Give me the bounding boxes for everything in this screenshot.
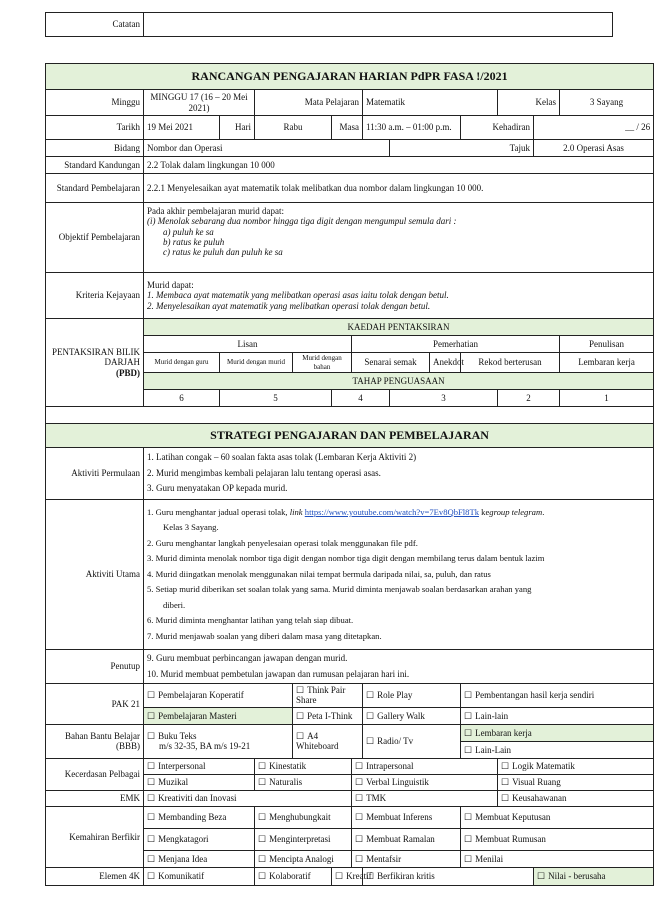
utama-1b: Kelas 3 Sayang.: [163, 522, 219, 533]
kriteria-intro: Murid dapat:: [147, 279, 194, 290]
tahap-3[interactable]: 3: [390, 390, 498, 407]
anekdot: Anekdot: [430, 353, 461, 373]
pemerhatian-header: Pemerhatian: [352, 336, 560, 353]
kp-naturalis[interactable]: ☐ Naturalis: [255, 774, 352, 790]
tajuk-label: Tajuk: [390, 140, 534, 157]
mapel-label: Mata Pelajaran: [255, 90, 363, 116]
utama-3: 3. Murid diminta menolak nombor tiga digit dengan nombor tiga digit dengan membilang terus dalam bentuk lazim: [147, 553, 545, 564]
strategi-title: STRATEGI PENGAJARAN DAN PEMBELAJARAN: [46, 424, 654, 448]
utama-1-text: 1. Guru menghantar jadual operasi tolak,: [147, 506, 288, 517]
lembaran-kerja: Lembaran kerja: [560, 353, 654, 373]
rph-table: [45, 63, 654, 886]
tahap-header: TAHAP PENGUASAAN: [144, 373, 654, 390]
catatan-table: [45, 12, 613, 37]
bbb-buku-teks-label: ☐ Buku Teks: [147, 731, 289, 741]
kb-mentafsir[interactable]: ☐ Mentafsir: [352, 850, 461, 867]
tarikh-label: Tarikh: [46, 116, 144, 140]
kb-analogi[interactable]: ☐ Mencipta Analogi: [255, 850, 352, 867]
kehadiran-value: __ / 26: [534, 116, 654, 140]
pak21-masteri[interactable]: ☐ Pembelajaran Masteri: [144, 707, 293, 724]
permulaan-1: 1. Latihan congak – 60 soalan fakta asas tolak (Lembaran Kerja Aktiviti 2): [147, 451, 417, 462]
hari-value: Rabu: [255, 116, 332, 140]
penutup-content: [144, 650, 654, 684]
youtube-link[interactable]: https://www.youtube.com/watch?v=7Ev8QbFl8Tk: [304, 506, 479, 517]
murid-murid: Murid dengan murid: [220, 353, 293, 373]
kaedah-header: KAEDAH PENTAKSIRAN: [144, 319, 654, 336]
kelas-label: Kelas: [498, 90, 560, 116]
utama-7: 7. Murid menjawab soalan yang diberi dalam masa yang ditetapkan.: [147, 630, 382, 641]
utama-2: 2. Guru menghantar langkah penyelesaian operasi tolak menggunakan file pdf.: [147, 537, 418, 548]
kp-muzikal[interactable]: ☐ Muzikal: [144, 774, 255, 790]
bbb-label: Bahan Bantu Belajar (BBB): [46, 724, 144, 758]
murid-guru: Murid dengan guru: [144, 353, 220, 373]
pbd-label: [46, 319, 144, 407]
objektif-intro: Pada akhir pembelajaran murid dapat:: [147, 206, 284, 216]
kriteria-label: Kriteria Kejayaan: [46, 273, 144, 319]
pak21-peta-ithink[interactable]: ☐ Peta I-Think: [293, 707, 363, 724]
e4k-kreatif[interactable]: ☐ Kreatif: [332, 867, 363, 885]
kb-menilai[interactable]: ☐ Menilai: [461, 850, 654, 867]
permulaan-2: 2. Murid mengimbas kembali pelajaran lalu tentang operasi asas.: [147, 467, 381, 478]
kehadiran-label: Kehadiran: [461, 116, 534, 140]
objektif-a: a) puluh ke sa: [163, 226, 214, 237]
tahap-4[interactable]: 4: [332, 390, 390, 407]
kriteria-content: [144, 273, 654, 319]
catatan-value[interactable]: [144, 13, 613, 37]
sk-value: 2.2 Tolak dalam lingkungan 10 000: [144, 157, 654, 174]
objektif-c: c) ratus ke puluh dan puluh ke sa: [163, 247, 283, 258]
emk-keusahawanan[interactable]: ☐ Keusahawanan: [498, 790, 654, 806]
minggu-label: Minggu: [46, 90, 144, 116]
kriteria-1: 1. Membaca ayat matematik yang melibatkan operasi asas iaitu tolak dengan betul.: [147, 290, 449, 301]
e4k-kritis[interactable]: ☐ Berfikiran kritis: [363, 867, 534, 885]
permulaan-content: [144, 448, 654, 500]
catatan-label: Catatan: [46, 13, 144, 37]
pak21-lain[interactable]: ☐ Lain-lain: [461, 707, 654, 724]
tahap-1[interactable]: 1: [560, 390, 654, 407]
spacer-row: [46, 407, 654, 424]
tahap-5[interactable]: 5: [220, 390, 332, 407]
kp-intrapersonal[interactable]: ☐ Intrapersonal: [352, 758, 498, 774]
pak21-gallery-walk[interactable]: ☐ Gallery Walk: [363, 707, 461, 724]
murid-bahan: Murid dengan bahan: [293, 353, 352, 373]
utama-1-ke: ke: [481, 506, 490, 517]
emk-kreativiti[interactable]: ☐ Kreativiti dan Inovasi: [144, 790, 352, 806]
emk-tmk[interactable]: ☐ TMK: [352, 790, 498, 806]
objektif-main: (i) Menolak sebarang dua nombor hingga tiga digit dengan mengumpul semula dari :: [147, 216, 457, 227]
kb-mengkatagori[interactable]: ☐ Mengkatagori: [144, 828, 255, 850]
kb-rumusan[interactable]: ☐ Membuat Rumusan: [461, 828, 654, 850]
utama-6: 6. Murid diminta menghantar latihan yang telah siap dibuat.: [147, 615, 354, 626]
bidang-label: Bidang: [46, 140, 144, 157]
utama-1-group: group telegram: [489, 506, 543, 517]
kp-label: Kecerdasan Pelbagai: [46, 758, 144, 790]
e4k-label: Elemen 4K: [46, 867, 144, 885]
kelas-value: 3 Sayang: [560, 90, 654, 116]
rekod-berterusan: Rekod berterusan: [461, 353, 560, 373]
tajuk-value: 2.0 Operasi Asas: [534, 140, 654, 157]
kp-verbal[interactable]: ☐ Verbal Linguistik: [352, 774, 498, 790]
masa-value: 11:30 a.m. – 01:00 p.m.: [363, 116, 461, 140]
pbd-label-text: PENTAKSIRAN BILIK DARJAH: [51, 346, 140, 368]
senarai-semak: Senarai semak: [352, 353, 430, 373]
bbb-buku-teks-pages: m/s 32-35, BA m/s 19-21: [159, 741, 251, 752]
minggu-value: MINGGU 17 (16 – 20 Mei 2021): [144, 90, 255, 116]
bbb-a4-whiteboard[interactable]: ☐ A4 Whiteboard: [293, 724, 363, 758]
kp-kinestatik[interactable]: ☐ Kinestatik: [255, 758, 352, 774]
pak21-pembentangan[interactable]: ☐ Pembentangan hasil kerja sendiri: [461, 684, 654, 708]
utama-label: Aktiviti Utama: [46, 500, 144, 650]
kb-menginterpretasi[interactable]: ☐ Menginterpretasi: [255, 828, 352, 850]
penutup-10: 10. Murid membuat pembetulan jawapan dan rumusan pelajaran hari ini.: [147, 668, 410, 679]
bbb-radio-tv[interactable]: ☐ Radio/ Tv: [363, 724, 461, 758]
permulaan-label: Aktiviti Permulaan: [46, 448, 144, 500]
bbb-lain[interactable]: ☐ Lain-Lain: [461, 741, 654, 758]
kb-inferens[interactable]: ☐ Membuat Inferens: [352, 806, 461, 828]
pak21-koperatif[interactable]: ☐ Pembelajaran Koperatif: [144, 684, 293, 708]
page-title: RANCANGAN PENGAJARAN HARIAN PdPR FASA !/2021: [46, 64, 654, 90]
bidang-value: Nombor dan Operasi: [144, 140, 390, 157]
utama-1-period: .: [542, 506, 545, 517]
sk-label: Standard Kandungan: [46, 157, 144, 174]
pbd-label-code: (PBD): [116, 367, 140, 378]
sp-value: 2.2.1 Menyelesaikan ayat matematik tolak melibatkan dua nombor dalam lingkungan 10 000.: [144, 174, 654, 203]
kb-label: Kemahiran Berfikir: [46, 806, 144, 867]
mapel-value: Matematik: [363, 90, 498, 116]
kp-visual[interactable]: ☐ Visual Ruang: [498, 774, 654, 790]
objektif-label: Objektif Pembelajaran: [46, 203, 144, 273]
utama-5: 5. Setiap murid diberikan set soalan tolak yang sama. Murid diminta menjawab soalan berdasarkan arahan yang: [147, 584, 532, 595]
penutup-9: 9. Guru membuat perbincangan jawapan dengan murid.: [147, 653, 348, 664]
e4k-kolaboratif[interactable]: ☐ Kolaboratif: [255, 867, 332, 885]
tahap-6[interactable]: 6: [144, 390, 220, 407]
kp-logik[interactable]: ☐ Logik Matematik: [498, 758, 654, 774]
e4k-nilai[interactable]: ☐ Nilai - berusaha: [534, 867, 654, 885]
objektif-b: b) ratus ke puluh: [163, 237, 225, 248]
kb-membanding[interactable]: ☐ Membanding Beza: [144, 806, 255, 828]
bbb-buku-teks[interactable]: [144, 724, 293, 758]
kb-ramalan[interactable]: ☐ Membuat Ramalan: [352, 828, 461, 850]
utama-1-link-word: link: [289, 506, 303, 517]
pak21-role-play[interactable]: ☐ Role Play: [363, 684, 461, 708]
bbb-lembaran-kerja[interactable]: ☐ Lembaran kerja: [461, 724, 654, 741]
kriteria-2: 2. Menyelesaikan ayat matematik yang melibatkan operasi tolak dengan betul.: [147, 300, 431, 311]
utama-5b: diberi.: [163, 599, 186, 610]
utama-content: [144, 500, 654, 650]
emk-label: EMK: [46, 790, 144, 806]
kp-interpersonal[interactable]: ☐ Interpersonal: [144, 758, 255, 774]
utama-1: [147, 505, 650, 520]
lisan-header: Lisan: [144, 336, 352, 353]
permulaan-3: 3. Guru menyatakan OP kepada murid.: [147, 483, 288, 494]
masa-label: Masa: [332, 116, 363, 140]
pak21-think-pair[interactable]: ☐ Think Pair Share: [293, 684, 363, 708]
tarikh-value: 19 Mei 2021: [144, 116, 220, 140]
objektif-content: [144, 203, 654, 273]
penutup-label: Penutup: [46, 650, 144, 684]
sp-label: Standard Pembelajaran: [46, 174, 144, 203]
pak21-label: PAK 21: [46, 684, 144, 725]
kb-keputusan[interactable]: ☐ Membuat Keputusan: [461, 806, 654, 828]
penulisan-header: Penulisan: [560, 336, 654, 353]
e4k-komunikatif[interactable]: ☐ Komunikatif: [144, 867, 255, 885]
kb-menghubungkait[interactable]: ☐ Menghubungkait: [255, 806, 352, 828]
kb-menjana-idea[interactable]: ☐ Menjana Idea: [144, 850, 255, 867]
hari-label: Hari: [220, 116, 255, 140]
tahap-2[interactable]: 2: [498, 390, 560, 407]
utama-4: 4. Murid diingatkan menolak menggunakan nilai tempat bermula daripada nilai, sa, puluh, dan ratus: [147, 568, 491, 579]
